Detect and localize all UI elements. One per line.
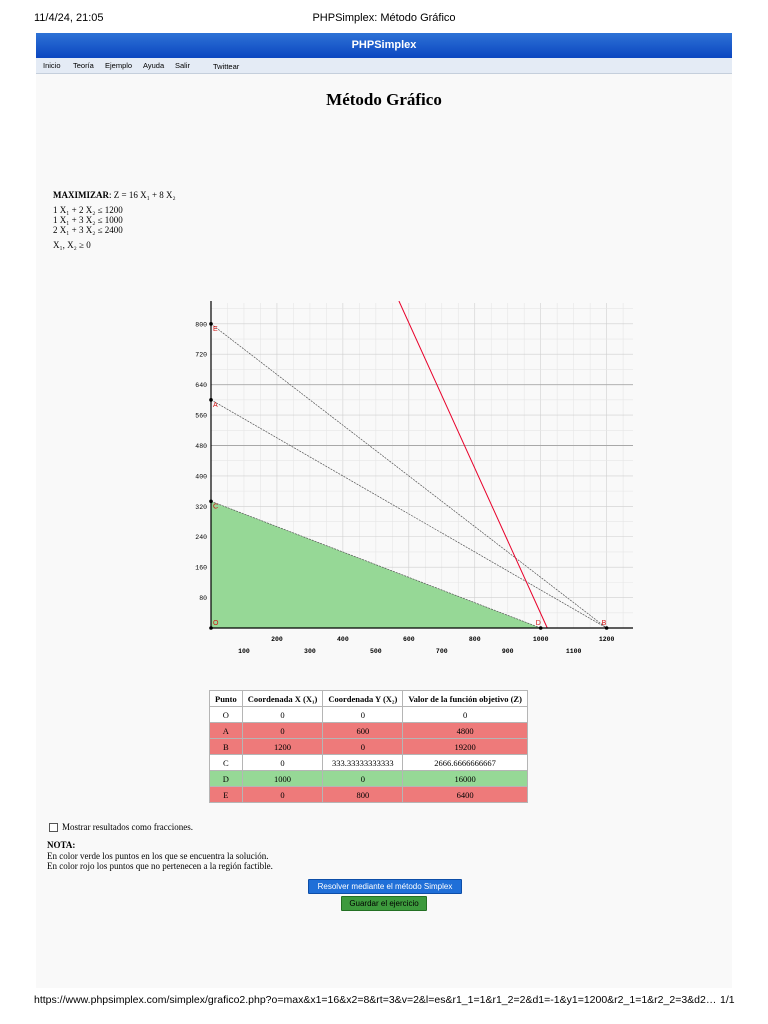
print-page-number: 1/1 (720, 994, 735, 1006)
nav-twittear[interactable]: Twittear (213, 62, 240, 71)
y-tick-label: 480 (195, 442, 207, 450)
save-button[interactable]: Guardar el ejercicio (341, 896, 427, 911)
table-cell: 0 (242, 755, 323, 771)
x-tick-label: 600 (402, 636, 415, 643)
table-cell: A (210, 723, 243, 739)
y-tick-label: 80 (199, 595, 207, 603)
nav-salir[interactable]: Salir (175, 61, 191, 70)
table-row (210, 739, 528, 755)
table-cell: 600 (323, 723, 403, 739)
table-cell: 0 (242, 787, 323, 803)
nonnegativity: X₁, X₂ ≥ 0 (53, 240, 91, 250)
point-label: E (213, 325, 218, 333)
table-cell: 0 (323, 771, 403, 787)
y-tick-label: 560 (195, 412, 207, 420)
table-cell: 0 (323, 739, 403, 755)
x-tick-label: 800 (468, 636, 481, 643)
constraint-1: 1 X₁ + 2 X₂ ≤ 1200 (53, 205, 123, 215)
table-row (210, 787, 528, 803)
col-y: Coordenada Y (X₂) (323, 691, 403, 707)
nav-teoria[interactable]: Teoría (73, 61, 94, 70)
print-url: https://www.phpsimplex.com/simplex/grafico2.php?o=max&x1=16&x2=8&rt=3&v=2&l=es&r1_1=1&r1_2=2&d1=-1&y1=1200&r2_1=1&r2_2=3&d2… (34, 994, 717, 1006)
constraint-2: 1 X₁ + 3 X₂ ≤ 1000 (53, 215, 123, 225)
fractions-option (49, 822, 193, 832)
table-cell: 1200 (242, 739, 323, 755)
point-label: C (213, 503, 219, 511)
table-cell: B (210, 739, 243, 755)
table-row (210, 755, 528, 771)
table-cell: 4800 (403, 723, 528, 739)
table-row (210, 723, 528, 739)
table-cell: 2666.6666666667 (403, 755, 528, 771)
x-tick-label: 500 (369, 648, 382, 655)
table-cell: 0 (242, 707, 323, 723)
table-cell: O (210, 707, 243, 723)
table-cell: C (210, 755, 243, 771)
page (36, 33, 732, 988)
col-z: Valor de la función objetivo (Z) (403, 691, 528, 707)
fractions-checkbox[interactable] (49, 823, 58, 832)
table-cell: 0 (323, 707, 403, 723)
y-tick-label: 240 (195, 534, 207, 542)
table-cell: 800 (323, 787, 403, 803)
table-row (210, 771, 528, 787)
simplex-button[interactable]: Resolver mediante el método Simplex (308, 879, 462, 894)
point-label: O (213, 620, 219, 627)
table-cell: E (210, 787, 243, 803)
table-cell: 0 (403, 707, 528, 723)
y-tick-label: 640 (195, 382, 207, 390)
objective-label: MAXIMIZAR (53, 190, 109, 200)
x-tick-label: 1200 (598, 636, 615, 643)
objective-expression: : Z = 16 X₁ + 8 X₂ (109, 190, 176, 200)
nav-inicio[interactable]: Inicio (43, 61, 61, 70)
x-tick-label: 100 (238, 648, 250, 655)
nota-line-red: En color rojo los puntos que no pertenecen a la región factible. (47, 861, 273, 871)
point-label: B (601, 620, 607, 627)
table-cell: 0 (242, 723, 323, 739)
table-cell: D (210, 771, 243, 787)
nav-ayuda[interactable]: Ayuda (143, 61, 165, 70)
point-label: D (535, 620, 541, 627)
table-cell: 333.33333333333 (323, 755, 403, 771)
x-tick-label: 200 (271, 636, 283, 643)
y-tick-label: 800 (195, 321, 207, 329)
graphic-method-chart (173, 301, 643, 661)
y-tick-label: 160 (195, 564, 207, 572)
table-cell: 16000 (403, 771, 528, 787)
site-header: PHPSimplex (36, 33, 732, 58)
y-tick-label: 320 (195, 503, 207, 511)
constraint-3: 2 X₁ + 3 X₂ ≤ 2400 (53, 225, 123, 235)
table-row (210, 707, 528, 723)
nota-line-green: En color verde los puntos en los que se encuentra la solución. (47, 851, 269, 861)
x-tick-label: 1100 (565, 648, 582, 655)
table-cell: 19200 (403, 739, 528, 755)
nav-ejemplo[interactable]: Ejemplo (105, 61, 133, 70)
print-timestamp: 11/4/24, 21:05 (34, 12, 104, 24)
x-tick-label: 1000 (532, 636, 549, 643)
x-tick-label: 900 (501, 648, 514, 655)
page-title: Método Gráfico (326, 90, 442, 109)
y-tick-label: 400 (195, 473, 207, 481)
table-cell: 1000 (242, 771, 323, 787)
x-tick-label: 300 (304, 648, 316, 655)
x-tick-label: 700 (435, 648, 448, 655)
print-title: PHPSimplex: Método Gráfico (312, 12, 456, 24)
x-tick-label: 400 (337, 636, 349, 643)
col-x: Coordenada X (X₁) (242, 691, 323, 707)
point-label: A (213, 401, 218, 409)
nota-title: NOTA: (47, 840, 76, 850)
table-cell: 6400 (403, 787, 528, 803)
nav-bar (36, 58, 732, 74)
objective-function (53, 190, 176, 200)
objective-line (399, 301, 547, 628)
col-punto: Punto (210, 691, 243, 707)
results-table (209, 690, 528, 803)
fractions-label: Mostrar resultados como fracciones. (62, 822, 193, 832)
y-tick-label: 720 (195, 351, 207, 359)
